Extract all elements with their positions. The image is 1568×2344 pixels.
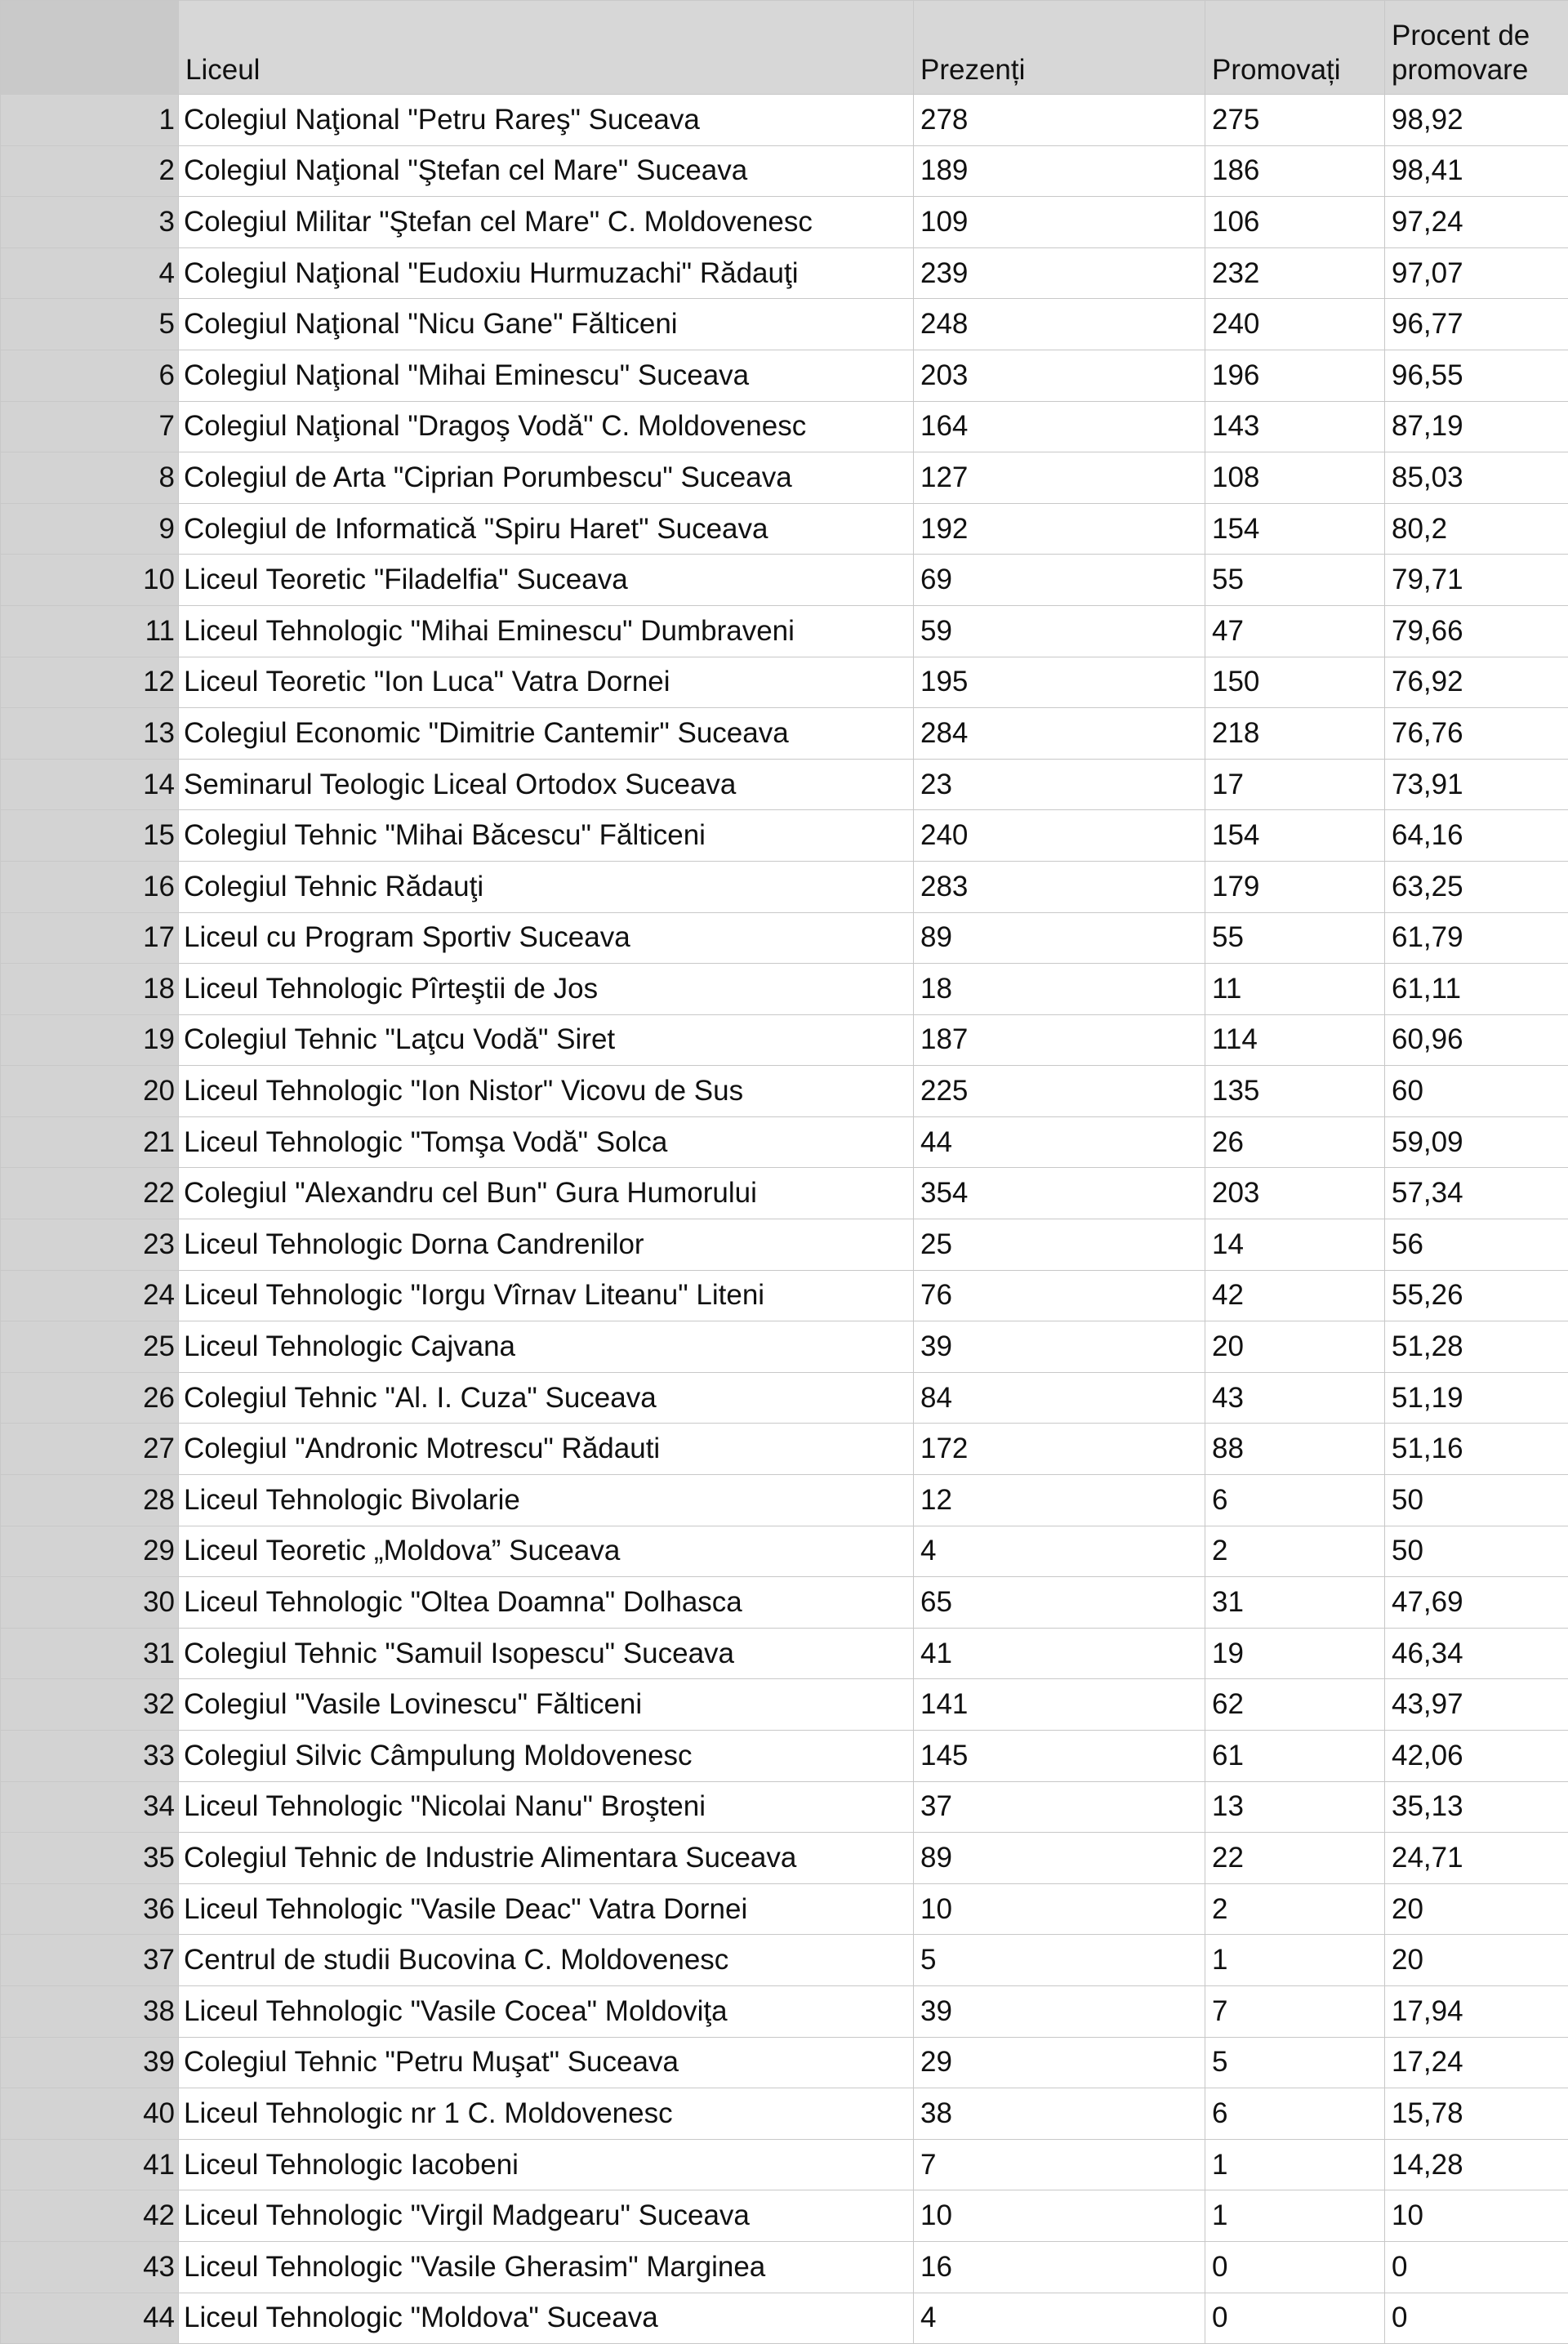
- cell-procent[interactable]: 35,13: [1385, 1781, 1568, 1833]
- cell-liceu[interactable]: Colegiul de Arta "Ciprian Porumbescu" Suceava: [179, 452, 914, 504]
- cell-liceu[interactable]: Seminarul Teologic Liceal Ortodox Suceava: [179, 759, 914, 810]
- cell-procent[interactable]: 85,03: [1385, 452, 1568, 504]
- cell-promovati[interactable]: 232: [1205, 247, 1385, 299]
- row-number[interactable]: 35: [1, 1833, 179, 1884]
- cell-prezenti[interactable]: 44: [914, 1116, 1205, 1168]
- table-row: [1, 350, 1568, 401]
- cell-promovati[interactable]: 108: [1205, 452, 1385, 504]
- cell-liceu[interactable]: Colegiul Naţional "Mihai Eminescu" Suceava: [179, 350, 914, 401]
- cell-procent[interactable]: 59,09: [1385, 1116, 1568, 1168]
- cell-prezenti[interactable]: 172: [914, 1424, 1205, 1475]
- row-number[interactable]: 27: [1, 1424, 179, 1475]
- cell-procent[interactable]: 76,76: [1385, 708, 1568, 760]
- row-number[interactable]: 36: [1, 1883, 179, 1935]
- row-number[interactable]: 8: [1, 452, 179, 504]
- cell-procent[interactable]: 64,16: [1385, 810, 1568, 862]
- cell-liceu[interactable]: Colegiul Naţional "Petru Rareş" Suceava: [179, 95, 914, 146]
- cell-prezenti[interactable]: 89: [914, 912, 1205, 964]
- row-number[interactable]: 7: [1, 401, 179, 452]
- cell-procent[interactable]: 60: [1385, 1066, 1568, 1117]
- cell-promovati[interactable]: 6: [1205, 1475, 1385, 1526]
- table-row: [1, 197, 1568, 248]
- cell-liceu[interactable]: Colegiul Tehnic "Mihai Băcescu" Fălticeni: [179, 810, 914, 862]
- header-prezenti[interactable]: Prezenți: [914, 1, 1205, 95]
- cell-procent[interactable]: 46,34: [1385, 1628, 1568, 1679]
- table-row: [1, 657, 1568, 708]
- cell-prezenti[interactable]: 164: [914, 401, 1205, 452]
- table-row: [1, 1526, 1568, 1577]
- cell-prezenti[interactable]: 109: [914, 197, 1205, 248]
- row-number[interactable]: 44: [1, 2293, 179, 2344]
- table-row: [1, 1219, 1568, 1271]
- cell-prezenti[interactable]: 4: [914, 2293, 1205, 2344]
- cell-promovati[interactable]: 20: [1205, 1321, 1385, 1373]
- cell-procent[interactable]: 96,77: [1385, 299, 1568, 350]
- table-row: [1, 1935, 1568, 1986]
- cell-promovati[interactable]: 7: [1205, 1985, 1385, 2037]
- row-number[interactable]: 20: [1, 1066, 179, 1117]
- cell-promovati[interactable]: 106: [1205, 197, 1385, 248]
- row-number[interactable]: 14: [1, 759, 179, 810]
- cell-procent[interactable]: 24,71: [1385, 1833, 1568, 1884]
- cell-promovati[interactable]: 2: [1205, 1883, 1385, 1935]
- cell-prezenti[interactable]: 41: [914, 1628, 1205, 1679]
- table-row: [1, 1781, 1568, 1833]
- table-row: [1, 247, 1568, 299]
- table-row: [1, 1883, 1568, 1935]
- cell-prezenti[interactable]: 127: [914, 452, 1205, 504]
- table-row: [1, 1628, 1568, 1679]
- cell-procent[interactable]: 60,96: [1385, 1014, 1568, 1066]
- cell-procent[interactable]: 56: [1385, 1219, 1568, 1271]
- row-number[interactable]: 33: [1, 1731, 179, 1782]
- cell-prezenti[interactable]: 354: [914, 1168, 1205, 1219]
- cell-procent[interactable]: 98,92: [1385, 95, 1568, 146]
- table-row: [1, 1985, 1568, 2037]
- table-row: [1, 452, 1568, 504]
- cell-liceu[interactable]: Liceul Tehnologic "Vasile Deac" Vatra Dornei: [179, 1883, 914, 1935]
- row-number[interactable]: 10: [1, 555, 179, 606]
- cell-promovati[interactable]: 5: [1205, 2037, 1385, 2088]
- row-number[interactable]: 41: [1, 2139, 179, 2190]
- cell-promovati[interactable]: 22: [1205, 1833, 1385, 1884]
- cell-procent[interactable]: 51,19: [1385, 1372, 1568, 1424]
- cell-promovati[interactable]: 2: [1205, 1526, 1385, 1577]
- row-number[interactable]: 28: [1, 1475, 179, 1526]
- cell-procent[interactable]: 0: [1385, 2293, 1568, 2344]
- cell-promovati[interactable]: 218: [1205, 708, 1385, 760]
- cell-prezenti[interactable]: 225: [914, 1066, 1205, 1117]
- cell-prezenti[interactable]: 187: [914, 1014, 1205, 1066]
- row-number[interactable]: 24: [1, 1270, 179, 1321]
- cell-prezenti[interactable]: 10: [914, 2190, 1205, 2242]
- cell-liceu[interactable]: Liceul Tehnologic "Oltea Doamna" Dolhasca: [179, 1577, 914, 1629]
- row-number[interactable]: 4: [1, 247, 179, 299]
- cell-liceu[interactable]: Centrul de studii Bucovina C. Moldovenesc: [179, 1935, 914, 1986]
- table-row: [1, 1475, 1568, 1526]
- cell-prezenti[interactable]: 38: [914, 2088, 1205, 2140]
- cell-promovati[interactable]: 143: [1205, 401, 1385, 452]
- cell-procent[interactable]: 17,24: [1385, 2037, 1568, 2088]
- cell-promovati[interactable]: 88: [1205, 1424, 1385, 1475]
- cell-prezenti[interactable]: 203: [914, 350, 1205, 401]
- cell-prezenti[interactable]: 65: [914, 1577, 1205, 1629]
- header-procent[interactable]: Procent de promovare: [1385, 1, 1568, 95]
- cell-liceu[interactable]: Liceul Tehnologic "Tomşa Vodă" Solca: [179, 1116, 914, 1168]
- cell-liceu[interactable]: Liceul Tehnologic "Virgil Madgearu" Suceava: [179, 2190, 914, 2242]
- table-row: [1, 555, 1568, 606]
- cell-prezenti[interactable]: 239: [914, 247, 1205, 299]
- table-row: [1, 708, 1568, 760]
- table-row: [1, 605, 1568, 657]
- cell-liceu[interactable]: Liceul Tehnologic "Vasile Cocea" Moldoviţa: [179, 1985, 914, 2037]
- cell-procent[interactable]: 98,41: [1385, 145, 1568, 197]
- cell-procent[interactable]: 73,91: [1385, 759, 1568, 810]
- row-number[interactable]: 11: [1, 605, 179, 657]
- cell-procent[interactable]: 20: [1385, 1935, 1568, 1986]
- cell-procent[interactable]: 51,28: [1385, 1321, 1568, 1373]
- header-liceu[interactable]: Liceul: [179, 1, 914, 95]
- cell-prezenti[interactable]: 189: [914, 145, 1205, 197]
- cell-prezenti[interactable]: 39: [914, 1321, 1205, 1373]
- cell-liceu[interactable]: Liceul Tehnologic Dorna Candrenilor: [179, 1219, 914, 1271]
- cell-procent[interactable]: 80,2: [1385, 503, 1568, 555]
- cell-procent[interactable]: 61,79: [1385, 912, 1568, 964]
- cell-promovati[interactable]: 114: [1205, 1014, 1385, 1066]
- row-number[interactable]: 39: [1, 2037, 179, 2088]
- cell-prezenti[interactable]: 141: [914, 1679, 1205, 1731]
- row-number[interactable]: 26: [1, 1372, 179, 1424]
- cell-prezenti[interactable]: 4: [914, 1526, 1205, 1577]
- table-row: [1, 2139, 1568, 2190]
- row-number[interactable]: 38: [1, 1985, 179, 2037]
- cell-promovati[interactable]: 6: [1205, 2088, 1385, 2140]
- cell-liceu[interactable]: Colegiul Tehnic de Industrie Alimentara Suceava: [179, 1833, 914, 1884]
- cell-prezenti[interactable]: 16: [914, 2241, 1205, 2293]
- row-number[interactable]: 3: [1, 197, 179, 248]
- cell-promovati[interactable]: 1: [1205, 2190, 1385, 2242]
- cell-liceu[interactable]: Colegiul Naţional "Eudoxiu Hurmuzachi" Rădauţi: [179, 247, 914, 299]
- table-body: [1, 95, 1568, 2344]
- cell-prezenti[interactable]: 10: [914, 1883, 1205, 1935]
- cell-prezenti[interactable]: 89: [914, 1833, 1205, 1884]
- cell-promovati[interactable]: 186: [1205, 145, 1385, 197]
- row-number[interactable]: 32: [1, 1679, 179, 1731]
- cell-promovati[interactable]: 31: [1205, 1577, 1385, 1629]
- cell-promovati[interactable]: 150: [1205, 657, 1385, 708]
- cell-promovati[interactable]: 135: [1205, 1066, 1385, 1117]
- cell-liceu[interactable]: Liceul Teoretic "Filadelfia" Suceava: [179, 555, 914, 606]
- cell-promovati[interactable]: 19: [1205, 1628, 1385, 1679]
- cell-procent[interactable]: 0: [1385, 2241, 1568, 2293]
- cell-liceu[interactable]: Colegiul Tehnic Rădauţi: [179, 861, 914, 912]
- cell-liceu[interactable]: Colegiul "Alexandru cel Bun" Gura Humorului: [179, 1168, 914, 1219]
- table-row: [1, 1168, 1568, 1219]
- cell-liceu[interactable]: Colegiul Naţional "Dragoş Vodă" C. Moldovenesc: [179, 401, 914, 452]
- cell-prezenti[interactable]: 76: [914, 1270, 1205, 1321]
- cell-prezenti[interactable]: 240: [914, 810, 1205, 862]
- cell-promovati[interactable]: 196: [1205, 350, 1385, 401]
- cell-prezenti[interactable]: 84: [914, 1372, 1205, 1424]
- table-row: [1, 810, 1568, 862]
- table-row: [1, 2088, 1568, 2140]
- row-number[interactable]: 15: [1, 810, 179, 862]
- cell-liceu[interactable]: Liceul Tehnologic nr 1 C. Moldovenesc: [179, 2088, 914, 2140]
- cell-prezenti[interactable]: 12: [914, 1475, 1205, 1526]
- cell-liceu[interactable]: Liceul Tehnologic "Ion Nistor" Vicovu de Sus: [179, 1066, 914, 1117]
- cell-liceu[interactable]: Colegiul de Informatică "Spiru Haret" Suceava: [179, 503, 914, 555]
- cell-liceu[interactable]: Colegiul Tehnic "Al. I. Cuza" Suceava: [179, 1372, 914, 1424]
- cell-prezenti[interactable]: 29: [914, 2037, 1205, 2088]
- cell-liceu[interactable]: Colegiul Tehnic "Samuil Isopescu" Suceava: [179, 1628, 914, 1679]
- cell-liceu[interactable]: Liceul Tehnologic "Moldova" Suceava: [179, 2293, 914, 2344]
- cell-promovati[interactable]: 275: [1205, 95, 1385, 146]
- row-number[interactable]: 6: [1, 350, 179, 401]
- table-row: [1, 1731, 1568, 1782]
- cell-promovati[interactable]: 1: [1205, 1935, 1385, 1986]
- cell-procent[interactable]: 97,07: [1385, 247, 1568, 299]
- cell-liceu[interactable]: Liceul Tehnologic Bivolarie: [179, 1475, 914, 1526]
- table-row: [1, 145, 1568, 197]
- cell-promovati[interactable]: 42: [1205, 1270, 1385, 1321]
- cell-procent[interactable]: 57,34: [1385, 1168, 1568, 1219]
- table-row: [1, 2293, 1568, 2344]
- cell-procent[interactable]: 50: [1385, 1475, 1568, 1526]
- cell-procent[interactable]: 97,24: [1385, 197, 1568, 248]
- cell-liceu[interactable]: Liceul Tehnologic "Vasile Gherasim" Marginea: [179, 2241, 914, 2293]
- cell-prezenti[interactable]: 7: [914, 2139, 1205, 2190]
- row-number[interactable]: 22: [1, 1168, 179, 1219]
- table-row: [1, 912, 1568, 964]
- cell-procent[interactable]: 96,55: [1385, 350, 1568, 401]
- cell-prezenti[interactable]: 37: [914, 1781, 1205, 1833]
- row-number[interactable]: 23: [1, 1219, 179, 1271]
- cell-promovati[interactable]: 62: [1205, 1679, 1385, 1731]
- row-number[interactable]: 29: [1, 1526, 179, 1577]
- row-number[interactable]: 25: [1, 1321, 179, 1373]
- cell-liceu[interactable]: Colegiul "Andronic Motrescu" Rădauti: [179, 1424, 914, 1475]
- cell-prezenti[interactable]: 25: [914, 1219, 1205, 1271]
- row-number[interactable]: 17: [1, 912, 179, 964]
- cell-promovati[interactable]: 11: [1205, 964, 1385, 1015]
- table-row: [1, 1066, 1568, 1117]
- table-row: [1, 1014, 1568, 1066]
- row-number[interactable]: 40: [1, 2088, 179, 2140]
- cell-promovati[interactable]: 240: [1205, 299, 1385, 350]
- row-number[interactable]: 37: [1, 1935, 179, 1986]
- cell-promovati[interactable]: 203: [1205, 1168, 1385, 1219]
- cell-prezenti[interactable]: 195: [914, 657, 1205, 708]
- cell-liceu[interactable]: Colegiul Silvic Câmpulung Moldovenesc: [179, 1731, 914, 1782]
- cell-prezenti[interactable]: 5: [914, 1935, 1205, 1986]
- cell-prezenti[interactable]: 23: [914, 759, 1205, 810]
- cell-liceu[interactable]: Liceul Teoretic "Ion Luca" Vatra Dornei: [179, 657, 914, 708]
- cell-prezenti[interactable]: 39: [914, 1985, 1205, 2037]
- cell-procent[interactable]: 17,94: [1385, 1985, 1568, 2037]
- row-number[interactable]: 16: [1, 861, 179, 912]
- row-number[interactable]: 9: [1, 503, 179, 555]
- cell-procent[interactable]: 14,28: [1385, 2139, 1568, 2190]
- cell-liceu[interactable]: Colegiul Tehnic "Petru Muşat" Suceava: [179, 2037, 914, 2088]
- table-row: [1, 1270, 1568, 1321]
- header-row: [1, 1, 1568, 95]
- cell-liceu[interactable]: Colegiul Naţional "Nicu Gane" Fălticeni: [179, 299, 914, 350]
- row-number[interactable]: 1: [1, 95, 179, 146]
- row-number[interactable]: 18: [1, 964, 179, 1015]
- cell-procent[interactable]: 15,78: [1385, 2088, 1568, 2140]
- table-row: [1, 2037, 1568, 2088]
- cell-liceu[interactable]: Liceul Tehnologic Pîrteştii de Jos: [179, 964, 914, 1015]
- row-number[interactable]: 2: [1, 145, 179, 197]
- cell-promovati[interactable]: 13: [1205, 1781, 1385, 1833]
- table-row: [1, 1424, 1568, 1475]
- table-row: [1, 1116, 1568, 1168]
- cell-procent[interactable]: 42,06: [1385, 1731, 1568, 1782]
- cell-procent[interactable]: 87,19: [1385, 401, 1568, 452]
- cell-liceu[interactable]: Colegiul Economic "Dimitrie Cantemir" Suceava: [179, 708, 914, 760]
- row-number[interactable]: 30: [1, 1577, 179, 1629]
- table-row: [1, 861, 1568, 912]
- cell-procent[interactable]: 61,11: [1385, 964, 1568, 1015]
- cell-liceu[interactable]: Liceul Teoretic „Moldova” Suceava: [179, 1526, 914, 1577]
- row-number[interactable]: 5: [1, 299, 179, 350]
- cell-liceu[interactable]: Liceul Tehnologic Iacobeni: [179, 2139, 914, 2190]
- cell-liceu[interactable]: Colegiul Militar "Ştefan cel Mare" C. Moldovenesc: [179, 197, 914, 248]
- row-number[interactable]: 42: [1, 2190, 179, 2242]
- table-row: [1, 503, 1568, 555]
- cell-prezenti[interactable]: 18: [914, 964, 1205, 1015]
- cell-prezenti[interactable]: 248: [914, 299, 1205, 350]
- cell-procent[interactable]: 47,69: [1385, 1577, 1568, 1629]
- cell-prezenti[interactable]: 59: [914, 605, 1205, 657]
- header-promovati[interactable]: Promovați: [1205, 1, 1385, 95]
- cell-liceu[interactable]: Liceul Tehnologic "Nicolai Nanu" Broşteni: [179, 1781, 914, 1833]
- table-row: [1, 2190, 1568, 2242]
- cell-promovati[interactable]: 61: [1205, 1731, 1385, 1782]
- row-number[interactable]: 31: [1, 1628, 179, 1679]
- cell-prezenti[interactable]: 284: [914, 708, 1205, 760]
- cell-promovati[interactable]: 179: [1205, 861, 1385, 912]
- row-number[interactable]: 13: [1, 708, 179, 760]
- cell-prezenti[interactable]: 69: [914, 555, 1205, 606]
- cell-liceu[interactable]: Liceul cu Program Sportiv Suceava: [179, 912, 914, 964]
- header-row-number[interactable]: [1, 1, 179, 95]
- table-row: [1, 759, 1568, 810]
- cell-promovati[interactable]: 55: [1205, 555, 1385, 606]
- cell-prezenti[interactable]: 283: [914, 861, 1205, 912]
- cell-procent[interactable]: 50: [1385, 1526, 1568, 1577]
- cell-procent[interactable]: 20: [1385, 1883, 1568, 1935]
- cell-procent[interactable]: 79,71: [1385, 555, 1568, 606]
- cell-liceu[interactable]: Colegiul Naţional "Ştefan cel Mare" Suceava: [179, 145, 914, 197]
- cell-procent[interactable]: 43,97: [1385, 1679, 1568, 1731]
- table-row: [1, 1679, 1568, 1731]
- cell-promovati[interactable]: 26: [1205, 1116, 1385, 1168]
- row-number[interactable]: 43: [1, 2241, 179, 2293]
- cell-promovati[interactable]: 154: [1205, 810, 1385, 862]
- cell-promovati[interactable]: 17: [1205, 759, 1385, 810]
- cell-promovati[interactable]: 154: [1205, 503, 1385, 555]
- cell-procent[interactable]: 55,26: [1385, 1270, 1568, 1321]
- cell-liceu[interactable]: Liceul Tehnologic Cajvana: [179, 1321, 914, 1373]
- cell-procent[interactable]: 51,16: [1385, 1424, 1568, 1475]
- row-number[interactable]: 34: [1, 1781, 179, 1833]
- row-number[interactable]: 12: [1, 657, 179, 708]
- cell-promovati[interactable]: 0: [1205, 2241, 1385, 2293]
- cell-prezenti[interactable]: 278: [914, 95, 1205, 146]
- cell-promovati[interactable]: 1: [1205, 2139, 1385, 2190]
- table-row: [1, 1372, 1568, 1424]
- cell-procent[interactable]: 63,25: [1385, 861, 1568, 912]
- cell-promovati[interactable]: 43: [1205, 1372, 1385, 1424]
- table-row: [1, 299, 1568, 350]
- row-number[interactable]: 19: [1, 1014, 179, 1066]
- cell-prezenti[interactable]: 192: [914, 503, 1205, 555]
- table-row: [1, 1577, 1568, 1629]
- table-row: [1, 2241, 1568, 2293]
- cell-procent[interactable]: 79,66: [1385, 605, 1568, 657]
- table-row: [1, 1321, 1568, 1373]
- cell-promovati[interactable]: 0: [1205, 2293, 1385, 2344]
- row-number[interactable]: 21: [1, 1116, 179, 1168]
- table-row: [1, 95, 1568, 146]
- table-row: [1, 401, 1568, 452]
- cell-promovati[interactable]: 14: [1205, 1219, 1385, 1271]
- table-row: [1, 1833, 1568, 1884]
- cell-liceu[interactable]: Liceul Tehnologic "Mihai Eminescu" Dumbraveni: [179, 605, 914, 657]
- table-row: [1, 964, 1568, 1015]
- cell-procent[interactable]: 10: [1385, 2190, 1568, 2242]
- cell-prezenti[interactable]: 145: [914, 1731, 1205, 1782]
- cell-promovati[interactable]: 55: [1205, 912, 1385, 964]
- cell-liceu[interactable]: Liceul Tehnologic "Iorgu Vîrnav Liteanu" Liteni: [179, 1270, 914, 1321]
- cell-procent[interactable]: 76,92: [1385, 657, 1568, 708]
- cell-liceu[interactable]: Colegiul "Vasile Lovinescu" Fălticeni: [179, 1679, 914, 1731]
- cell-liceu[interactable]: Colegiul Tehnic "Laţcu Vodă" Siret: [179, 1014, 914, 1066]
- cell-promovati[interactable]: 47: [1205, 605, 1385, 657]
